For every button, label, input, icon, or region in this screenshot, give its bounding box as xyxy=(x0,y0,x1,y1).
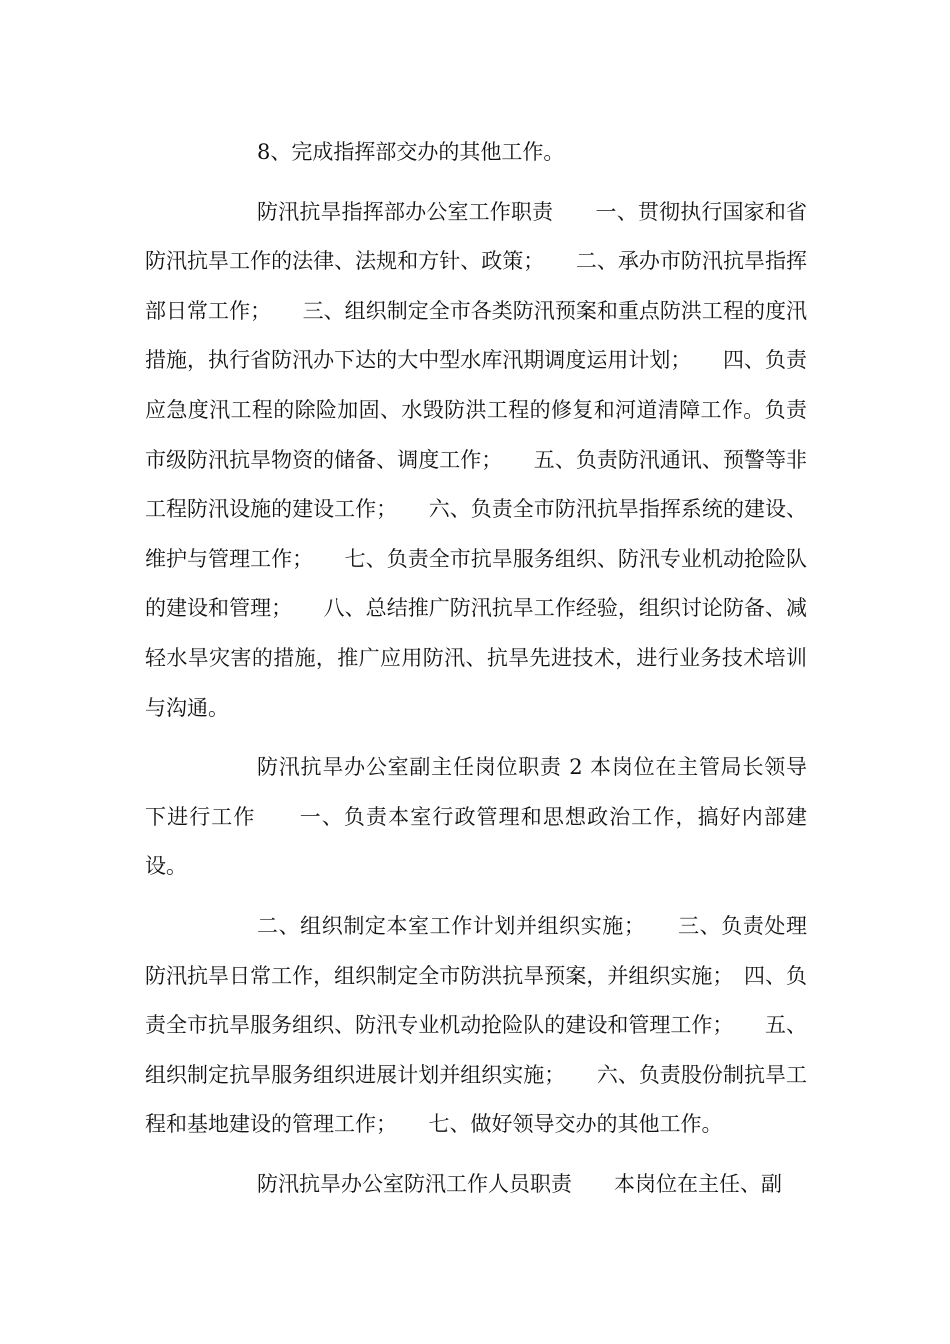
paragraph-deputy-director-duties-continued: 二、组织制定本室工作计划并组织实施； 三、负责处理防汛抗旱日常工作，组织制定全市防洪抗旱预案，并组织实施； 四、负责全市抗旱服务组织、防汛专业机动抢险队的建设和管理工作； 五、组织制定抗旱服务组织进展计划并组织实施； 六、负责股份制抗旱工程和基地建设的管理工作； 七、做好领导交办的其他工作。 xyxy=(145,913,807,1137)
paragraph-office-duties: 防汛抗旱指挥部办公室工作职责 一、贯彻执行国家和省防汛抗旱工作的法律、法规和方针、政策； 二、承办市防汛抗旱指挥部日常工作； 三、组织制定全市各类防汛预案和重点防洪工程的度汛措施，执行省防汛办下达的大中型水库汛期调度运用计划； 四、负责应急度汛工程的除险加固、水毁防洪工程的修复和河道清障工作。负责市级防汛抗旱物资的储备、调度工作； 五、负责防汛通讯、预警等非工程防汛设施的建设工作； 六、负责全市防汛抗旱指挥系统的建设、维护与管理工作； 七、负责全市抗旱服务组织、防汛专业机动抢险队的建设和管理； 八、总结推广防汛抗旱工作经验，组织讨论防备、减轻水旱灾害的措施，推广应用防汛、抗旱先进技术，进行业务技术培训与沟通。 xyxy=(145,199,807,720)
paragraph-flood-staff-duties: 防汛抗旱办公室防汛工作人员职责 本岗位在主任、副 xyxy=(257,1171,782,1196)
paragraph-item-8: 8、完成指挥部交办的其他工作。 xyxy=(257,140,565,164)
paragraph-deputy-director-duties: 防汛抗旱办公室副主任岗位职责 2 本岗位在主管局长领导下进行工作 一、负责本室行政管理和思想政治工作，搞好内部建设。 xyxy=(145,755,807,879)
document-body xyxy=(145,128,807,1209)
